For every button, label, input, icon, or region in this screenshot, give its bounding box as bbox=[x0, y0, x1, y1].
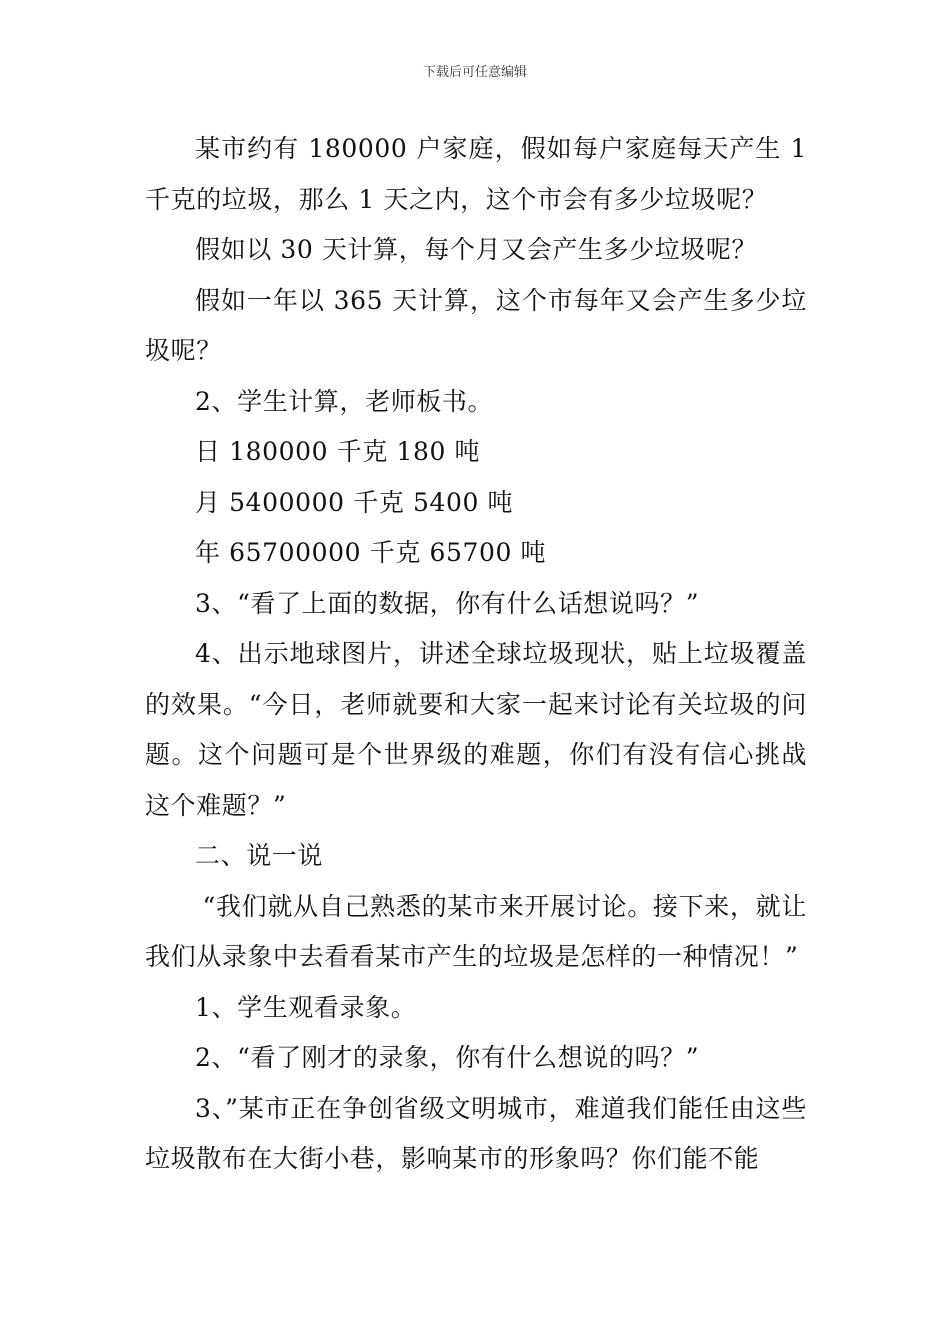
paragraph-monthly-question: 假如以 30 天计算，每个月又会产生多少垃圾呢？ bbox=[195, 235, 758, 264]
document-body bbox=[145, 124, 807, 1185]
paragraph-watch-video: 1、学生观看录象。 bbox=[195, 992, 417, 1022]
paragraph-household-garbage: 某市约有 180000 户家庭，假如每户家庭每天产生 1 千克的垃圾，那么 1 天之内，这个市会有多少垃圾呢？ bbox=[145, 134, 807, 214]
calc-line-year: 年 65700000 千克 65700 吨 bbox=[195, 538, 547, 567]
paragraph-civilized-city: 3、”某市正在争创省级文明城市，难道我们能任由这些垃圾散布在大街小巷，影响某市的形象吗？你们能不能 bbox=[145, 1093, 807, 1173]
paragraph-video-reflection: 2、“看了刚才的录象，你有什么想说的吗？” bbox=[195, 1043, 700, 1072]
paragraph-data-reflection: 3、“看了上面的数据，你有什么话想说吗？” bbox=[195, 588, 700, 618]
paragraph-yearly-question: 假如一年以 365 天计算，这个市每年又会产生多少垃圾呢？ bbox=[145, 285, 807, 365]
calc-line-month: 月 5400000 千克 5400 吨 bbox=[195, 487, 514, 517]
calc-line-day: 日 180000 千克 180 吨 bbox=[195, 437, 481, 466]
paragraph-student-calc: 2、学生计算，老师板书。 bbox=[195, 386, 494, 416]
page-header: 下载后可任意编辑 bbox=[422, 65, 527, 80]
paragraph-city-discussion: “我们就从自己熟悉的某市来开展讨论。接下来，就让我们从录象中去看看某市产生的垃圾是怎样的一种情况！” bbox=[145, 891, 807, 971]
paragraph-earth-picture: 4、出示地球图片，讲述全球垃圾现状，贴上垃圾覆盖的效果。“今日，老师就要和大家一起来讨论有关垃圾的问题。这个问题可是个世界级的难题，你们有没有信心挑战这个难题？” bbox=[145, 639, 807, 820]
section-heading-discuss: 二、说一说 bbox=[195, 841, 324, 870]
